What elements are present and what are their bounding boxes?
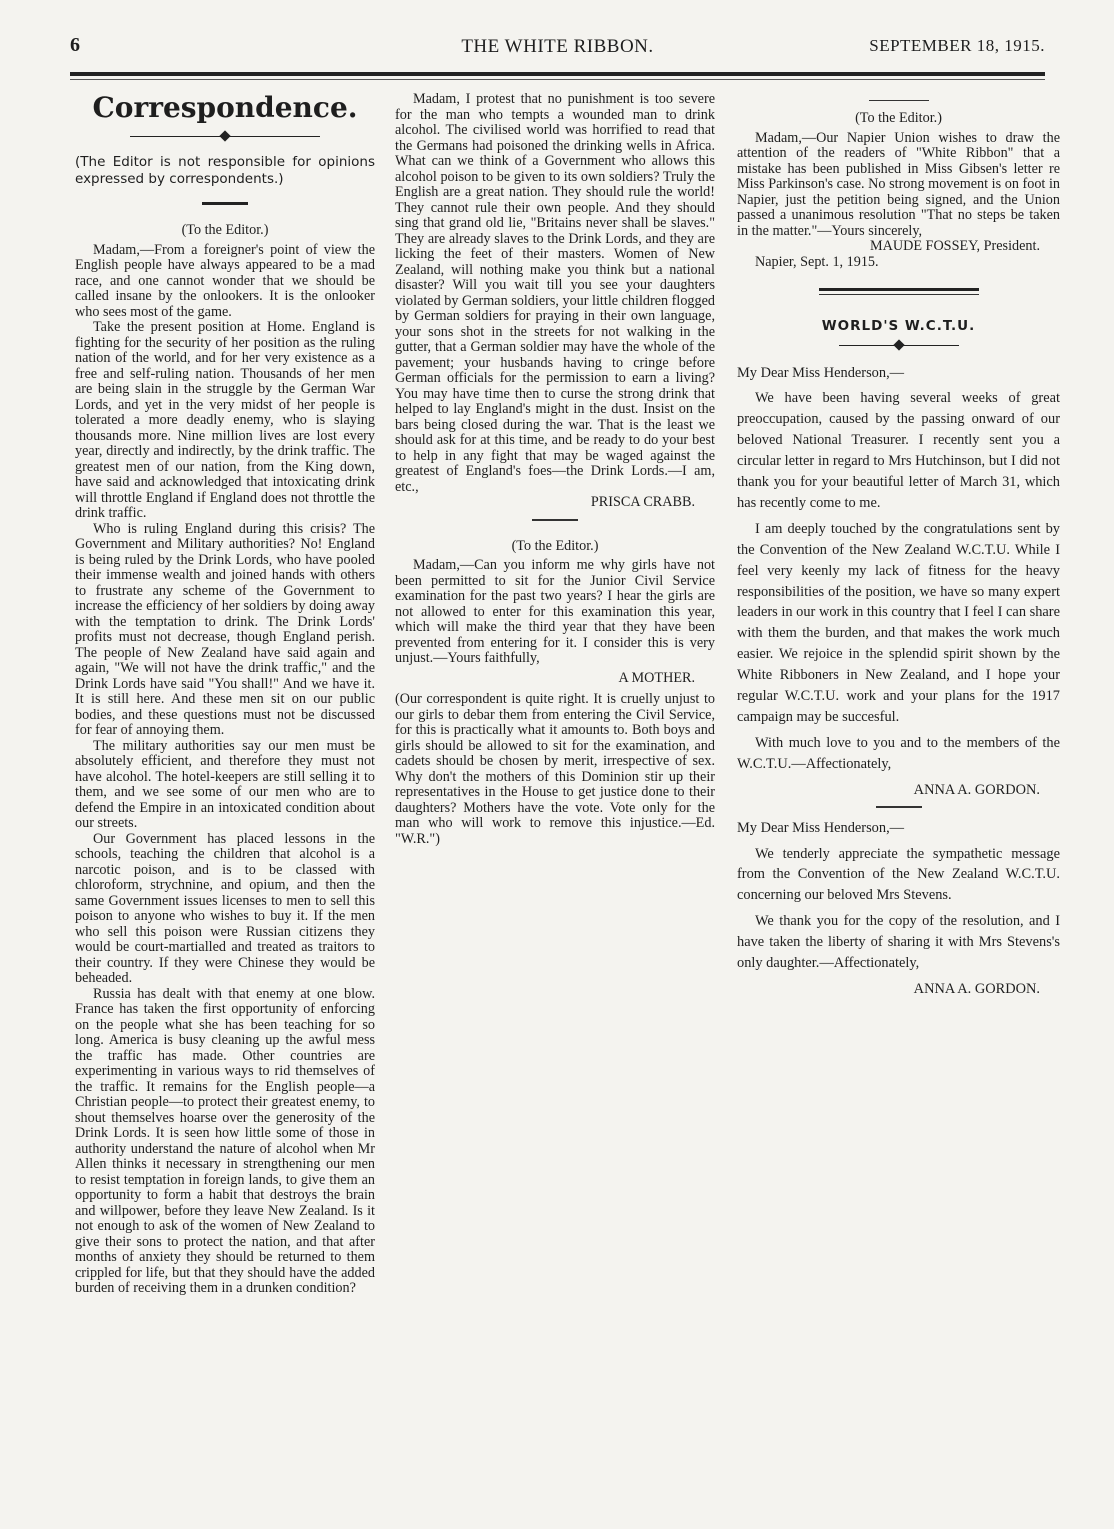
editor-note: (Our correspondent is quite right. It is cruelly unjust to our girls to debar them from entering the Civil Service, for this is practically what it amounts to. Both boys and girls should be allowed to sit for the examination, and cadets should be chosen by merit, irrespective of sex. Why don't the mothers of this Dominion stir up their representatives in the House to get justice done to their daughters? Mothers have the vote. Vote only for the man who will work to remove this injustice.—Ed. "W.R.") [395, 691, 715, 847]
letter-heading: (To the Editor.) [855, 110, 942, 126]
letter-signature: PRISCA CRABB. [590, 494, 695, 510]
letter-paragraph: Our Government has placed lessons in the schools, teaching the children that alcohol is a narcotic poison, and is to be classed with chloroform, strychnine, and opium, and then the same Government issues licenses to men to sell this poison to anyone who wishes to buy it. If the men who sell this poison were Russian citizens they would be court-martialled and treated as traitors to their country. If they were Chinese they would be beheaded. [75, 830, 375, 986]
column-3 [737, 92, 1060, 1005]
double-rule-divider [819, 288, 979, 295]
ornament-divider [130, 130, 320, 144]
header-rule-thin [70, 79, 1045, 80]
letter-paragraph: The military authorities say our men must be absolutely efficient, and therefore they must not have alcohol. The hotel-keepers are still selling it to them, and we see some of our men who are to defend the Empire in an intoxicated condition about our streets. [75, 737, 375, 831]
letter-heading: (To the Editor.) [181, 222, 269, 238]
letter-paragraph: We have been having several weeks of great preoccupation, caused by the passing onward of our beloved National Treasurer. I recently sent you a circular letter in regard to Mrs Hutchinson, but I did not thank you for your beautiful letter of March 31, which has recently come to me. [737, 390, 1060, 511]
salutation: My Dear Miss Henderson,— [737, 819, 905, 836]
wctu-letter-2 [737, 818, 1060, 1000]
divider [202, 202, 248, 205]
letter-paragraph: Madam,—Can you inform me why girls have not been permitted to sit for the Junior Civil Service examination for the past two years? I hear the girls are not allowed to enter for this examination this year, which will make the third year that they have been prevented from entering for it. I consider this is very unjust.—Yours faithfully, [395, 557, 715, 666]
letter-signature: ANNA A. GORDON. [913, 980, 1040, 997]
publication-title: THE WHITE RIBBON. [461, 36, 654, 57]
page-header [70, 34, 1045, 64]
letter-paragraph: Madam,—Our Napier Union wishes to draw the attention of the readers of "White Ribbon" that a mistake has been published in Miss Gibsen's letter re Miss Parkinson's case. No strong movement is on foot in Napier, just the petition being signed, and the Union passed a unanimous resolution "That no steps be taken in the matter."—Yours sincerely, [737, 129, 1060, 239]
column-2 [395, 92, 715, 847]
section-title-correspondence: Correspondence. [92, 91, 358, 124]
divider [869, 100, 929, 101]
divider [532, 519, 578, 521]
issue-date: SEPTEMBER 18, 1915. [869, 36, 1045, 55]
letter-signature: A MOTHER. [618, 669, 695, 686]
letter-paragraph: I am deeply touched by the congratulations sent by the Convention of the New Zealand W.C.T.U. While I feel very keenly my lack of fitness for the heavy responsibilities of the position, we have so many expert leaders in our work in this country that I feel I can share with them the burden, and that makes the work much easier. We rejoice in the splendid spirit shown by the White Ribboners in New Zealand, and I hope your regular W.C.T.U. work and your plans for the 1917 campaign may be succesful. [737, 520, 1060, 725]
ornament-divider [839, 339, 959, 353]
divider [876, 806, 922, 808]
section-title-worlds-wctu: WORLD'S W.C.T.U. [821, 318, 976, 334]
column-1 [75, 92, 375, 1297]
wctu-letter-1 [737, 363, 1060, 801]
editor-disclaimer: (The Editor is not responsible for opinions expressed by correspondents.) [75, 154, 375, 187]
letter-paragraph: Madam,—From a foreigner's point of view the English people have always appeared to be a mad race, and one cannot wonder that we should be called insane by the onlookers. It is the onlooker who sees most of the game. [75, 241, 375, 320]
letter-signature: MAUDE FOSSEY, President. [869, 238, 1040, 254]
letter-signature: ANNA A. GORDON. [913, 781, 1040, 798]
page-number: 6 [70, 34, 80, 56]
letter-paragraph: We thank you for the copy of the resolution, and I have taken the liberty of sharing it with Mrs Stevens's only daughter.—Affectionately, [737, 913, 1060, 972]
letter-paragraph: Russia has dealt with that enemy at one blow. France has taken the first opportunity of enforcing on the people what she has been teaching for so long. America is busy cleaning up the awful mess the traffic has made. Other countries are experimenting in various ways to rid themselves of the traffic. It remains for the English people—a Christian people—to protect their greatest enemy, to shout themselves hoarse over the generosity of the Drink Lords. It is seen how little some of those in authority understand the nature of alcohol when Mr Allen thinks it necessary in strengthening our men to resist temptation in foreign lands, to give them an opportunity to form a habit that destroys the brain and willpower, before they leave New Zealand. Is it not enough to ask of the women of New Zealand to give their sons to protect the nation, and that after months of anxiety they should be returned to them crippled for life, but that they should have the added burden of receiving them in a drunken condition? [75, 985, 375, 1296]
letter-heading: (To the Editor.) [511, 537, 599, 554]
letter-place-date: Napier, Sept. 1, 1915. [755, 253, 879, 270]
letter-paragraph: With much love to you and to the members of the W.C.T.U.—Affectionately, [737, 734, 1060, 772]
letter-paragraph: We tenderly appreciate the sympathetic message from the Convention of the New Zealand W.C.T.U. concerning our beloved Mrs Stevens. [737, 845, 1060, 904]
salutation: My Dear Miss Henderson,— [737, 364, 905, 381]
letter-paragraph: Take the present position at Home. England is fighting for the security of her position as the ruling nation of the world, and for her very existence as a free and self-ruling nation. Thousands of her men are being slain in the struggle by the German War Lords, and yet in the very midst of her people is tolerated a more deadly enemy, who is slaying thousands more. Nine million lives are lost every year, directly and indirectly, by the drink traffic. The greatest men of our nation, from the King down, have said and acknowledged that intoxicating drink will throttle England if England does not throttle the drink traffic. [75, 319, 375, 521]
letter-paragraph: Who is ruling England during this crisis? The Government and Military authorities? No! England is being ruled by the Drink Lords, who have pooled their immense wealth and joined hands with others to frustrate any scheme of the Government to increase the efficiency of her soldiers by doing away with the temptation to drink. The Drink Lords' profits must not decrease, though England perish. The people of New Zealand have said again and again, "We will not have the drink traffic," and the Drink Lords have said "You shall!" And we have it. It is still here. And these men sit on our public bodies, and these questions must not be discussed for fear of annoying them. [75, 520, 375, 738]
letter-paragraph: Madam, I protest that no punishment is too severe for the man who tempts a wounded man to drink alcohol. The civilised world was horrified to read that the Germans had poisoned the drinking wells in Africa. What can we think of a Government who allows this alcohol poison to be given to its own soldiers? Truly the English are a great nation. They should rule the world! They cannot rule their own people. And they should sing that grand old lie, "Britains never shall be slaves." They are already slaves to the Drink Lords, and they are licking the feet of their masters. Women of New Zealand, will nothing make you think but a national disaster? Will you wait till you see your daughters violated by German soldiers, your little children flogged by German soldiers for praying in their own language, your sons shot in the streets for not walking in the gutter, that a German soldier may have the whole of the pavement; your husbands having to cringe before German officials for the permission to earn a living? You may have time then to curse the strong drink that helped to lay England's might in the dust. Insist on the bars being closed during the war. That is the least we should ask for at this time, and be ready to do your best to help in any fight that may be waged against the greatest of England's foes—the Drink Lords.—I am, etc., [395, 91, 715, 495]
header-rule [70, 72, 1045, 76]
